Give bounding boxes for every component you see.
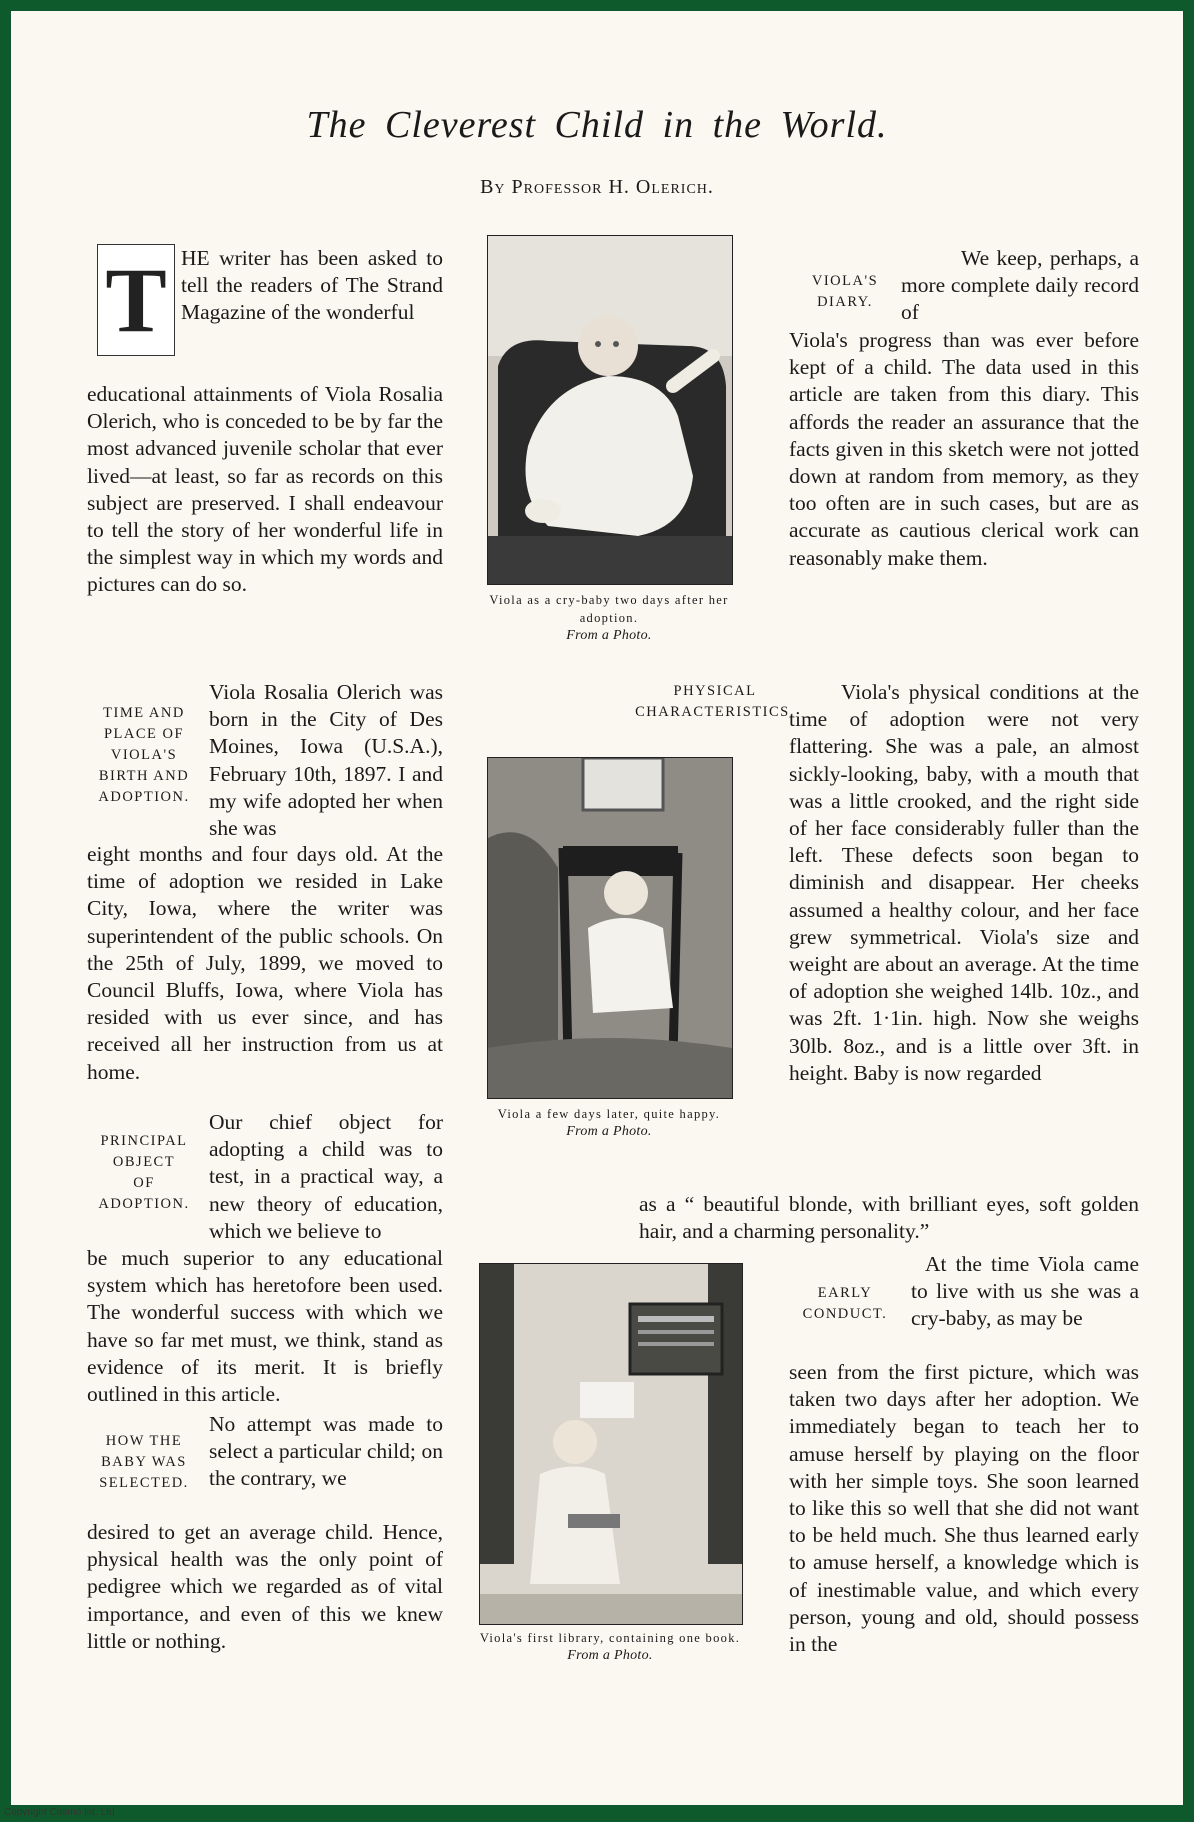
margin-note-diary — [795, 271, 895, 313]
note-line: SELECTED. — [99, 1475, 189, 1491]
col3-p3-body — [789, 1359, 1139, 1658]
col1-p3-head — [209, 1109, 443, 1245]
col3-p3-head — [911, 1251, 1139, 1333]
margin-note-principal — [85, 1131, 203, 1215]
paragraph: Our chief object for adopting a child was to test, in a practical way, a new theory of education, which we believe to — [209, 1110, 443, 1243]
paragraph: be much superior to any educational system which has heretofore been used. The wonderful success with which we have so far met must, we think, stand as evidence of its merit. It is briefly outlined in this article. — [87, 1246, 443, 1407]
note-line: DIARY. — [817, 294, 873, 310]
margin-note-physical — [631, 681, 799, 723]
margin-note-how-selected — [85, 1431, 203, 1494]
baby-on-chair-illustration — [488, 236, 732, 584]
col1-p4-head — [209, 1411, 443, 1493]
note-line: ADOPTION. — [98, 789, 190, 805]
paragraph: educational attainments of Viola Rosalia Olerich, who is conceded to be by far the most advanced juvenile scholar that ever lived—at least, so far as records on this subject are preserved. I shall endeavour to tell the story of her wonderful life in the simplest way in which my words and pictures can do so. — [87, 382, 443, 597]
caption-source: From a Photo. — [566, 628, 652, 643]
col3-p2-head — [789, 679, 1139, 1087]
note-line: CHARACTERISTICS. — [635, 704, 795, 720]
col3-p1-head — [901, 245, 1139, 327]
margin-note-early — [795, 1283, 895, 1325]
note-line: ADOPTION. — [98, 1196, 190, 1212]
baby-in-rocking-chair-illustration — [488, 758, 732, 1098]
caption-source: From a Photo. — [567, 1648, 653, 1663]
note-line: HOW THE — [105, 1433, 183, 1449]
caption-photo3 — [477, 1629, 743, 1665]
paragraph: Viola's progress than was ever before kept of a child. The data used in this article are taken from this diary. This affords the reader an assurance that the facts given in this sketch were not jotted down at random from memory, as they too often are in such cases, but are as accurate as cautious clerical work can reasonably make them. — [789, 328, 1139, 570]
paragraph: At the time Viola came to live with us she was a cry-baby, as may be — [911, 1252, 1139, 1331]
note-line: PLACE OF — [103, 726, 185, 742]
col1-p2-head — [209, 679, 443, 842]
article-byline: By Professor H. Olerich. — [480, 176, 714, 198]
col1-p1-head — [181, 245, 443, 327]
magazine-page — [10, 10, 1184, 1806]
paragraph: Viola Rosalia Olerich was born in the City of Des Moines, Iowa (U.S.A.), February 10th, 1897. I and my wife adopted her when she was — [209, 680, 443, 841]
col1-p3-body — [87, 1245, 443, 1408]
col3-p1-body — [789, 327, 1139, 572]
note-line: VIOLA'S — [110, 747, 178, 763]
paragraph: We keep, perhaps, a more complete daily record of — [901, 246, 1139, 325]
paragraph: HE writer has been asked to tell the readers of The Strand Magazine of the wonderful — [181, 246, 443, 325]
caption-text: Viola as a cry-baby two days after her adoption. — [489, 593, 729, 625]
paragraph: Viola's physical conditions at the time of adoption were not very flattering. She was a pale, an almost sickly-looking, baby, with a mouth that was a little crooked, and the right side of her face considerably fuller than the left. These defects soon began to diminish and disappear. Her cheeks assumed a healthy colour, and her face grew symmetrical. Viola's size and weight are about an average. At the time of adoption she weighed 14lb. 10z., and was 2ft. 1·1in. high. Now she weighs 30lb. 8oz., and is a little over 3ft. in height. Baby is now regarded — [789, 680, 1139, 1085]
caption-text: Viola a few days later, quite happy. — [497, 1107, 721, 1121]
note-line: CONDUCT. — [802, 1306, 888, 1322]
child-with-book-illustration — [480, 1264, 742, 1624]
note-line: OF — [133, 1175, 155, 1191]
note-line: PHYSICAL — [673, 683, 757, 699]
col1-p4-body — [87, 1519, 443, 1655]
note-line: OBJECT — [112, 1154, 176, 1170]
col1-p1-body — [87, 381, 443, 599]
note-line: PRINCIPAL — [100, 1133, 188, 1149]
note-line: BIRTH AND — [98, 768, 190, 784]
paragraph: No attempt was made to select a particular child; on the contrary, we — [209, 1412, 443, 1491]
paragraph: as a “ beautiful blonde, with brilliant eyes, soft golden hair, and a charming personality.” — [639, 1192, 1139, 1244]
copyright-footer: Copyright Cosmo Int. Ltd — [4, 1807, 115, 1818]
caption-source: From a Photo. — [566, 1124, 652, 1139]
paragraph: seen from the first picture, which was taken two days after her adoption. We immediately began to teach her to amuse herself by playing on the floor with her simple toys. She soon learned to like this so well that she did not want to be held much. She thus learned early to amuse herself, a knowledge which is of inestimable value, and which every person, young and old, should possess in the — [789, 1360, 1139, 1657]
note-line: EARLY — [817, 1285, 873, 1301]
note-line: VIOLA'S — [811, 273, 879, 289]
caption-photo2 — [481, 1105, 737, 1141]
col3-p2-tail — [639, 1191, 1139, 1245]
article-title: The Cleverest Child in the World. — [306, 104, 888, 146]
margin-note-time-place — [85, 703, 203, 808]
note-line: TIME AND — [103, 705, 185, 721]
caption-text: Viola's first library, containing one book. — [479, 1631, 741, 1645]
dropcap-letter: T — [105, 249, 167, 351]
caption-photo1 — [481, 591, 737, 645]
photo-cry-baby — [487, 235, 733, 585]
photo-happy-baby — [487, 757, 733, 1099]
col1-p2-body — [87, 841, 443, 1086]
ornamental-dropcap — [97, 244, 175, 356]
paragraph: desired to get an average child. Hence, physical health was the only point of pedigree which we regarded as of vital importance, and even of this we knew little or nothing. — [87, 1520, 443, 1653]
paragraph: eight months and four days old. At the time of adoption we resided in Lake City, Iowa, where the writer was superintendent of the public schools. On the 25th of July, 1899, we moved to Council Bluffs, Iowa, where Viola has resided with us ever since, and has received all her instruction from us at home. — [87, 842, 443, 1084]
photo-first-library — [479, 1263, 743, 1625]
note-line: BABY WAS — [101, 1454, 187, 1470]
